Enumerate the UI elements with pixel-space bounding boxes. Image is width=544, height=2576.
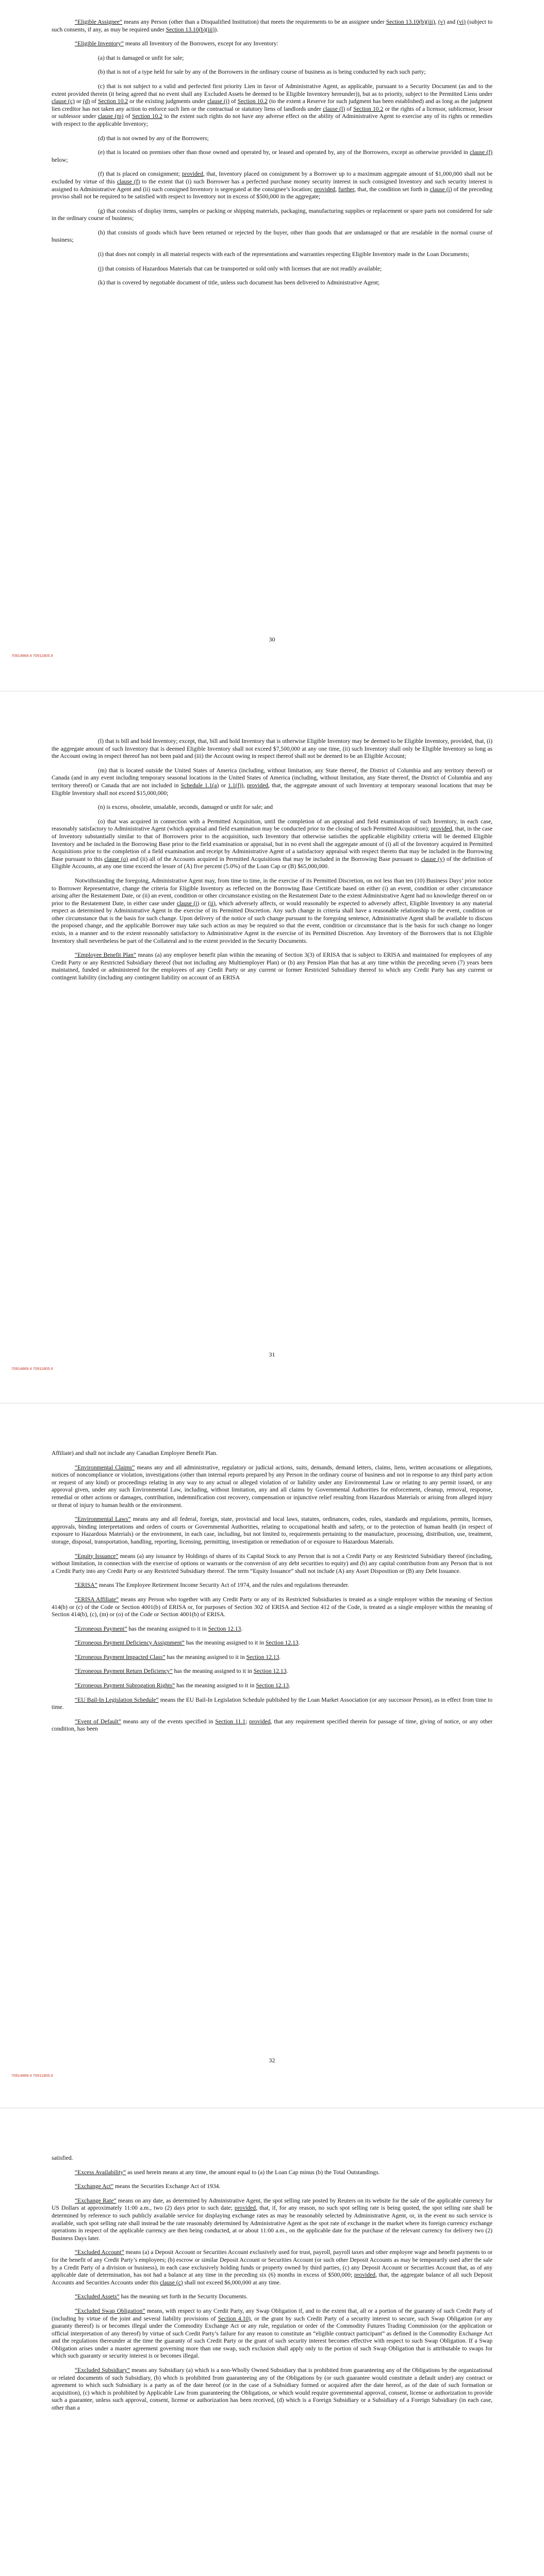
cross-reference: clause (c) (52, 98, 75, 105)
text-run: (b) that is not of a type held for sale by any of the Borrowers in the ordinary course of business as is being conducted by each such party; (98, 69, 426, 76)
definition-clause (52, 83, 492, 128)
text-run: or (219, 782, 228, 789)
text-run: has the meaning assigned to it in (172, 1668, 254, 1675)
text-run: , that, the aggregate amount of such Inventory at temporary seasonal locations that may be Eligible Inventory shall not exceed $15,000,000; (52, 782, 492, 796)
definition-clause (52, 767, 492, 797)
text-run: means all Inventory of the Borrowers, except for any Inventory: (123, 40, 278, 47)
text-run: shall not exceed $6,000,000 at any time. (183, 2279, 281, 2286)
cross-reference: Section 12.13 (253, 1668, 287, 1675)
cross-reference: clause (y) (421, 855, 445, 862)
cross-reference: (d) (83, 98, 90, 105)
definition-paragraph (52, 1582, 492, 1589)
text-run: Notwithstanding the foregoing, Administrative Agent may, from time to time, in the exercise of its Permitted Discretion, on not less than ten (10) Business Days’ prior notice to Borrower Representative, change the criteria for Eligible Inventory as reflected on the Borrowing Base Certificate based on either (i) an event, condition or other circumstance arising after the Restatement Date, or (ii) an event, condition or other circumstance existing on the Restatement Date to the extent Administrative Agent had no knowledge thereof on or prior to the Restatement Date, in either case under (52, 877, 492, 907)
cross-reference: (ii) (208, 900, 216, 907)
text-run: (f) that is placed on consignment; (98, 171, 182, 178)
text-run: to the extent such rights do not have any adverse effect on the ability of Administrative Agent to exercise any of its rights or remedies with respect to the applicable Inventory; (52, 113, 493, 127)
definition-paragraph (52, 1516, 492, 1546)
text-run: . (241, 1625, 243, 1632)
definition-clause (52, 171, 492, 200)
cross-reference: 1.1(f) (228, 782, 242, 789)
text-run: or the existing judgments under (128, 98, 207, 105)
text-run: of (90, 98, 98, 105)
defined-term: “Equity Issuance” (75, 1552, 119, 1560)
definition-paragraph (52, 1553, 492, 1575)
text-run: (e) that is located on premises other than those owned and operated by, or leased and operated by, any of the Borrowers, except as otherwise provided in (98, 149, 470, 156)
cross-reference: provided (314, 185, 336, 193)
defined-term: “Excess Availability” (75, 2168, 126, 2176)
definition-clause (52, 738, 492, 760)
definition-paragraph (52, 2197, 492, 2243)
text-run: of (123, 113, 133, 120)
cross-reference: Section 11.1 (215, 1718, 246, 1725)
page-number: 30 (269, 636, 275, 643)
text-run: , which adversely affects, or would reasonably be expected to adversely affect, Eligible Inventory in any material respect as determined by Administrative Agent in the exercise of its Permitted Discretion. Any such change in criteria shall have a reasonable relationship to the event, condition or other circumstance that is the basis for such change. Upon delivery of the notice of such change pursuant to the foregoing sentence, Administrative Agent shall be available to discuss the proposed change, and the applicable Borrower may take such action as may be required so that the event, condition or circumstance that is the basis for such change no longer exists, in a manner and to the extent reasonably satisfactory to Administrative Agent in the exercise of its Permitted Discretion. Any Inventory of the Borrowers that is not Eligible Inventory shall nevertheless be part of the Collateral and to the extent provided in the Security Documents. (52, 900, 492, 944)
text-run: ). (215, 26, 219, 33)
definition-paragraph (52, 1464, 492, 1510)
document-id-stamp: 70914869.4 70911805.6 (11, 1366, 53, 1371)
definition-clause (52, 818, 492, 871)
text-run: means, with respect to any Credit Party, any Swap Obligation if, and to the extent that, all or a portion of the guaranty of such Credit Party of (including by virtue of the joint and several liability provisions of (52, 2307, 492, 2322)
defined-term: “Eligible Inventory” (75, 40, 124, 47)
defined-term: “Excluded Swap Obligation” (75, 2307, 145, 2314)
text-run: ), or the grant by such Credit Party of a security interest to secure, such Swap Obligation (or any guaranty thereof) is or becomes illegal under the Commodity Exchange Act or any rule, regulation or order of the Commodity Futures Trading Commission (or the application or official interpretation of any thereof) by virtue of such Credit Party’s failure for any reason to constitute an “eligible contract participant” as defined in the Commodity Exchange Act and the regulations thereunder at the time the guaranty of such Credit Party or the grant of such security interest becomes effective with respect to such Swap Obligation. If a Swap Obligation arises under a master agreement governing more than one swap, such exclusion shall apply only to the portion of such Swap Obligation that is attributable to swaps for which such guaranty or security interest is or becomes illegal. (52, 2315, 492, 2360)
text-run: of the preceding proviso shall not be required to be satisfied with respect to Inventory not in excess of $500,000 in the aggregate; (52, 185, 492, 200)
text-run: has the meaning assigned to it in (165, 1653, 246, 1660)
defined-term: “Excluded Subsidiary” (75, 2367, 130, 2374)
text-run: Affiliate) and shall not include any Canadian Employee Benefit Plan. (52, 1450, 218, 1456)
definition-clause (52, 149, 492, 164)
text-run: (i) that does not comply in all material respects with each of the representations and warranties respecting Eligible Inventory made in the Loan Documents; (98, 251, 470, 258)
cross-reference: (vi) (457, 19, 466, 25)
text-run: , (335, 185, 339, 193)
cross-reference: provided (182, 171, 203, 178)
text-run: , that, the aggregate balance of all such Deposit Accounts and Securities Accounts under this (52, 2272, 492, 2286)
text-run: (k) that is covered by negotiable document of title, unless such document has been delivered to Administrative Agent; (98, 279, 380, 286)
cross-reference: clause (c) (159, 2279, 183, 2286)
definition-paragraph (52, 1682, 492, 1690)
text-run: means on any date, as determined by Administrative Agent, the spot selling rate posted by Reuters on its website for the sale of the applicable currency for US Dollars at approximately 11:00 a.m., two (2) days prior to such date; (52, 2197, 492, 2212)
definition-clause (52, 251, 492, 259)
cross-reference: clause (i) (430, 185, 452, 193)
defined-term: “Excluded Account” (75, 2249, 124, 2256)
cross-reference: clause (m) (98, 113, 124, 120)
document-page-31 (0, 691, 544, 1403)
defined-term: “Event of Default” (75, 1718, 121, 1725)
text-run: or the rights of a licensor, sublicensor, lessor or sublessor under (52, 105, 493, 120)
text-run: ), (241, 782, 247, 789)
defined-term: “Excluded Assets” (75, 2293, 120, 2300)
defined-term: “Erroneous Payment Impacted Class” (75, 1653, 166, 1660)
defined-term: “Environmental Claims” (75, 1464, 135, 1471)
text-run: means (a) any issuance by Holdings of shares of its Capital Stock to any Person that is not a Credit Party or any Restricted Subsidiary thereof (including, without limitation, in connection with the exercise of options or warrants or the conversion of any debt securities to equity) and (b) any capital contribution from any Person that is not a Credit Party into any Credit Party or any Restricted Subsidiary thereof. The term “Equity Issuance” shall not include (A) any Asset Disposition or (B) any Debt Issuance. (52, 1552, 492, 1574)
text-run: has the meaning set forth in the Security Documents. (119, 2293, 248, 2300)
text-run: . (286, 1668, 288, 1675)
document-id-stamp: 70914869.4 70911805.6 (11, 2073, 53, 2078)
cross-reference: clause (i) (207, 98, 229, 105)
text-run: of the definition of Eligible Accounts, at any one time exceed the lesser of (A) five percent (5.0%) of the Loan Cap or (B) $65,000,000. (52, 855, 493, 870)
text-run: (n) is excess, obsolete, unsalable, seconds, damaged or unfit for sale; and (98, 804, 273, 811)
defined-term: “Environmental Laws” (75, 1516, 131, 1523)
defined-term: “Eligible Assignee” (75, 19, 122, 25)
text-run: , that, in the case of Inventory substantially similar to that of Borrowers prior to the acquisition, such Inventory that otherwise satisfies the applicable eligibility criteria will be deemed Eligible Inventory and be included in the Borrowing Base prior to the field examination or appraisal, but in no event shall the aggregate amount of (i) all of the Inventory acquired in Permitted Acquisitions prior to the completion of a field examination and receipt by Administrative Agent of a satisfactory appraisal with respect thereto that may be included in the Borrowing Base pursuant to this (52, 825, 492, 862)
cross-reference: Section 10.2 (353, 105, 384, 112)
text-run: , that, Inventory placed on consignment by a Borrower up to a maximum aggregate amount of $1,000,000 shall not be excluded by virtue of this (52, 171, 492, 185)
defined-term: “Erroneous Payment” (75, 1625, 127, 1632)
text-run: means any Person (other than a Disqualified Institution) that meets the requirements to be an assignee under (122, 19, 386, 25)
definition-paragraph (52, 877, 492, 945)
definition-paragraph (52, 2169, 492, 2177)
definition-clause (52, 229, 492, 244)
text-run: as used herein means at any time, the amount equal to (a) the Loan Cap minus (b) the Total Outstandings. (126, 2168, 380, 2176)
definition-paragraph (52, 2183, 492, 2191)
document-page-30 (0, 0, 544, 691)
cross-reference: Section 12.13 (246, 1653, 279, 1660)
cross-reference: provided (431, 825, 452, 833)
cross-reference: provided (234, 2205, 256, 2212)
definition-paragraph (52, 2293, 492, 2301)
text-run: and (ii) all of the Accounts acquired in Permitted Acquisitions that may be included in the Borrowing Base pursuant to (128, 855, 421, 862)
definition-clause (52, 279, 492, 287)
text-run: and (445, 19, 457, 25)
text-run: . (298, 1639, 300, 1647)
text-run: (m) that is located outside the United States of America (including, without limitation, any State thereof, the District of Columbia and any territory thereof) or Canada (and in any event including temporary seasonal locations in the United States of America (including, without limitation, any State thereof, the District of Columbia and any territory thereof) or Canada that are not included in (52, 767, 492, 789)
page-number: 31 (269, 1351, 275, 1358)
definition-clause (52, 55, 492, 62)
defined-term: “Erroneous Payment Subrogation Rights” (75, 1682, 175, 1689)
defined-term: “Exchange Act” (75, 2183, 113, 2190)
text-run: means any and all administrative, regulatory or judicial actions, suits, demands, demand letters, claims, liens, written accusations or allegations, notices of noncompliance or violation, investigations (other than internal reports prepared by any Person in the ordinary course of business and not in response to any third party action or request of any kind) or proceedings relating in any way to any actual or alleged violation of or liability under any Environmental Law or relating to any permit issued, or any approval given, under any such Environmental Law, including, without limitation, any and all claims by Governmental Authorities for enforcement, cleanup, removal, response, remedial or other actions or damages, contribution, indemnification cost recovery, compensation or injunctive relief resulting from Hazardous Materials or arising from alleged injury or threat of injury to human health or the environment. (52, 1464, 492, 1509)
cross-reference: Section 4.10 (218, 2315, 249, 2322)
defined-term: “ERISA” (75, 1582, 97, 1589)
definition-paragraph (52, 1596, 492, 1619)
cross-reference: clause (l) (323, 105, 345, 112)
text-run: (o) that was acquired in connection with a Permitted Acquisition, until the completion of an appraisal and field examination of such Inventory, in each case, reasonably satisfactory to Administrative Agent (which appraisal and field examination may be conducted prior to the closing of such Permitted Acquisition); (52, 818, 492, 833)
cross-reference: clause (i) (176, 900, 200, 907)
cross-reference: provided (249, 1718, 271, 1725)
definition-clause (52, 69, 492, 76)
cross-reference: further (338, 185, 355, 193)
text-run: (c) that is not subject to a valid and perfected first priority Lien in favor of Administrative Agent, as applicable, pursuant to a Security Document (as and to the extent provided therein (it being agreed that no event shall any Excluded Assets be deemed to be Eligible Inventory hereunder)), but as to priority, subject to the Permitted Liens under (52, 82, 492, 97)
text-run: satisfied. (52, 2155, 73, 2161)
defined-term: “Employee Benefit Plan” (75, 952, 136, 959)
page-body (52, 2155, 492, 2419)
text-run: to the extent that (i) such Borrower has a perfected purchase money security interest in such consigned Inventory and such security interest is assigned to Administrative Agent and (ii) such consigned Inventory is segregated at the consignee’s location; (52, 178, 492, 193)
text-run: means any and all federal, foreign, state, provincial and local laws, statutes, ordinances, codes, rules, standards and regulations, permits, licenses, approvals, binding interpretations and orders of courts or Governmental Authorities, relating to occupational health and safety, or to the protection of human health (in respect of exposure to Hazardous Materials) or the environment, in each case, including, but not limited to, requirements pertaining to the manufacture, processing, distribution, use, treatment, storage, disposal, transportation, handling, reporting, licensing, permitting, investigation or remediation of or exposure to Hazardous Materials. (52, 1516, 492, 1545)
cross-reference: clause (f) (117, 178, 140, 185)
page-body (52, 1450, 492, 1740)
cross-reference: Section 12.13 (265, 1639, 299, 1647)
definition-paragraph (52, 1450, 492, 1458)
defined-term: “EU Bail-In Legislation Schedule” (75, 1696, 159, 1703)
cross-reference: provided (246, 782, 269, 789)
text-run: (h) that consists of goods which have been returned or rejected by the buyer, other than goods that are undamaged or that are resalable in the normal course of business; (52, 229, 492, 244)
definition-clause (52, 135, 492, 143)
text-run: . (289, 1682, 290, 1689)
text-run: of (345, 105, 354, 112)
text-run: (j) that consists of Hazardous Materials that can be transported or sold only with licenses that are not readily available; (98, 265, 382, 272)
text-run: means the Securities Exchange Act of 1934. (113, 2183, 221, 2190)
text-run: has the meaning assigned to it in (184, 1639, 266, 1647)
definition-paragraph (52, 1718, 492, 1733)
document-id-stamp: 70914869.4 70911805.6 (11, 653, 53, 658)
cross-reference: (v) (438, 19, 446, 25)
definition-paragraph (52, 952, 492, 981)
document-page-33 (0, 2108, 544, 2576)
definition-paragraph (52, 2308, 492, 2360)
page-body (52, 738, 492, 989)
definition-paragraph (52, 1668, 492, 1675)
cross-reference: clause (o) (104, 855, 128, 862)
definition-paragraph (52, 1654, 492, 1662)
text-run: (a) that is damaged or unfit for sale; (98, 54, 184, 61)
cross-reference: provided (354, 2272, 376, 2279)
text-run: means The Employee Retirement Income Security Act of 1974, and the rules and regulations thereunder. (97, 1582, 349, 1589)
cross-reference: Section 12.13 (256, 1682, 289, 1689)
definition-clause (52, 265, 492, 273)
definition-paragraph (52, 40, 492, 48)
text-run: , that, the condition set forth in (354, 185, 430, 193)
cross-reference: Section 13.10(b)(iii) (386, 19, 435, 25)
text-run: of (229, 98, 238, 105)
text-run: means any Person who together with any Credit Party or any of its Restricted Subsidiaries is treated as a single employer within the meaning of Section 414(b) or (c) of the Code or Section 4001(b) of ERISA or, for purposes of Section 302 of ERISA and Section 412 of the Code, is treated as a single employer within the meaning of Section 414(b), (c), (m) or (o) of the Code or Section 4001(b) of ERISA. (52, 1596, 493, 1618)
cross-reference: Section 12.13 (208, 1625, 241, 1632)
text-run: (to the extent a Reserve for such judgment has been established) and as long as the judgment lien creditor has not taken any action to enforce such lien or the contractual or statutory liens of landlords under (52, 98, 492, 112)
text-run: or (199, 900, 208, 907)
text-run: means the EU Bail-In Legislation Schedule published by the Loan Market Association (or any successor Person), as in effect from time to time. (52, 1696, 492, 1711)
defined-term: “ERISA Affiliate” (75, 1596, 119, 1603)
cross-reference: Section 10.2 (237, 98, 268, 105)
text-run: , that, if, for any reason, no such spot selling rate is being quoted, the spot selling rate shall be determined by reference to such publicly available service for displaying exchange rates as may be reasonably selected by Administrative Agent, or, in the event no such service is available, such spot selling rate shall instead be the rate reasonably determined by Administrative Agent as the spot rate of exchange in the market where its foreign currency exchange operations in respect of the applicable currency are then being conducted, at or about 11:00 a.m., on the applicable date for the purchase of the relevant currency for delivery two (2) Business Days later. (52, 2205, 493, 2242)
cross-reference: Section 10.2 (132, 113, 162, 120)
text-run: (subject to such consents, if any, as may be required under (52, 19, 492, 33)
text-run: or (74, 98, 83, 105)
page-number: 32 (269, 2057, 275, 2064)
text-run: , that any requirement specified therein for passage of time, giving of notice, or any other condition, has been (52, 1718, 492, 1733)
text-run: below; (52, 156, 68, 163)
defined-term: “Exchange Rate” (75, 2197, 117, 2204)
text-run: means (a) a Deposit Account or Securities Account exclusively used for trust, payroll, payroll taxes and other employee wage and benefit payments to or for the benefit of any Credit Party’s employees; (b) escrow or similar Deposit Account or Securities Account (or such other Deposit Accounts as may be temporarily used after the sale by a Credit Party of a division or business), in each case exclusively holding funds or property owned by third parties, (c) any Deposit Account or Securities Account that, as of any applicable date of determination, has not had a balance at any time in the preceding six (6) months in excess of $500,000; (52, 2249, 493, 2279)
definition-clause (52, 804, 492, 811)
text-run: has the meaning assigned to it in (127, 1625, 208, 1632)
text-run: has the meaning assigned to it in (175, 1682, 256, 1689)
text-run: means any Subsidiary (a) which is a non-Wholly Owned Subsidiary that is prohibited from guaranteeing any of the Obligations by the organizational or related documents of such Subsidiary, (b) which is prohibited from guaranteeing any of the Obligations by (or such guarantee would constitute a default under) any contract or agreement to which such Subsidiary is a party as of the date hereof (or in the case of a Subsidiary formed or acquired after the date hereof, as of the date of such formation or acquisition), (c) which is prohibited by Applicable Law from guaranteeing the Obligations, or which would require governmental approval, consent, license or authorization to provide such a guarantee, unless such approval, consent, license or authorization has been received, (d) which is a Foreign Subsidiary or a Subsidiary of a Foreign Subsidiary (in each case, other than a (52, 2367, 492, 2412)
definition-paragraph (52, 1697, 492, 1711)
defined-term: “Erroneous Payment Return Deficiency” (75, 1668, 173, 1675)
text-run: means any of the events specified in (121, 1718, 216, 1725)
text-run: ; (245, 1718, 250, 1725)
definition-paragraph (52, 2155, 492, 2162)
defined-term: “Erroneous Payment Deficiency Assignment” (75, 1639, 185, 1647)
definition-clause (52, 208, 492, 223)
definition-paragraph (52, 2249, 492, 2286)
text-run: (l) that is bill and hold Inventory; except, that, bill and hold Inventory that is otherwise Eligible Inventory may be deemed to be Eligible Inventory, provided, that, (i) the aggregate amount of such Inventory that is deemed Eligible Inventory shall not exceed $7,500,000 at any one time, (ii) such Inventory shall only be Eligible Inventory so long as the Account owing in respect thereof has not been paid and (iii) the Account owing in respect thereof shall not be deemed to be an Eligible Account; (52, 738, 492, 760)
cross-reference: clause (f) (470, 149, 493, 156)
text-run: . (279, 1653, 281, 1660)
definition-paragraph (52, 19, 492, 33)
document-page-32 (0, 1403, 544, 2108)
cross-reference: Section 10.2 (98, 98, 128, 105)
cross-reference: Section 13.10(b)(iii) (166, 26, 215, 33)
text-run: (g) that consists of display items, samples or packing or shipping materials, packaging, manufacturing supplies or replacement or spare parts not considered for sale in the ordinary course of business; (52, 207, 492, 222)
text-run: , (435, 19, 438, 25)
text-run: means (a) any employee benefit plan within the meaning of Section 3(3) of ERISA that is subject to ERISA and maintained for employees of any Credit Party or any Restricted Subsidiary thereof (but not including any Multiemployer Plan) or (b) any Pension Plan that has at any time within the preceding seven (7) years been maintained, funded or administered for the employees of any Credit Party or any current or former Restricted Subsidiary thereof to which any Credit Party has any current or contingent liability (including any contingent liability on account of an ERISA (52, 952, 492, 981)
cross-reference: Schedule 1.1(a) (180, 782, 219, 789)
text-run: (d) that is not owned by any of the Borrowers; (98, 134, 209, 142)
page-body (52, 19, 492, 294)
definition-paragraph (52, 1625, 492, 1633)
definition-paragraph (52, 1639, 492, 1647)
definition-paragraph (52, 2367, 492, 2412)
